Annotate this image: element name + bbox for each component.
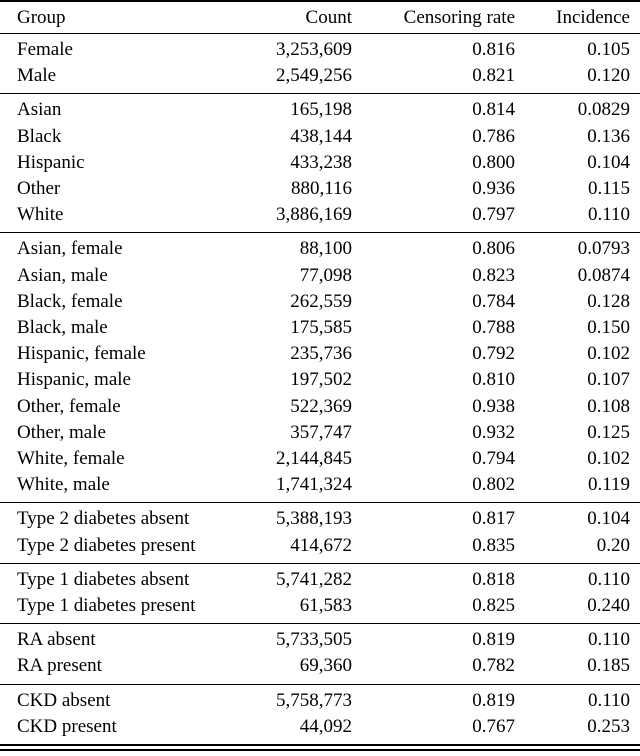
count-cell: 438,144 (290, 125, 352, 147)
group-cell: Type 2 diabetes present (17, 534, 196, 556)
censoring-rate-cell: 0.782 (472, 655, 515, 677)
table-row (0, 367, 640, 393)
table-row (0, 653, 640, 684)
censoring-rate-cell: 0.767 (472, 715, 515, 737)
incidence-cell: 0.110 (587, 629, 630, 651)
incidence-cell: 0.119 (587, 474, 630, 496)
count-cell: 3,886,169 (276, 204, 352, 226)
censoring-rate-cell: 0.819 (472, 629, 515, 651)
censoring-rate-cell: 0.792 (472, 343, 515, 365)
group-cell: Type 2 diabetes absent (17, 508, 190, 530)
column-header-group: Group (17, 6, 66, 28)
count-cell: 175,585 (290, 317, 352, 339)
incidence-cell: 0.253 (587, 715, 630, 737)
incidence-cell: 0.108 (587, 395, 630, 417)
censoring-rate-cell: 0.938 (472, 395, 515, 417)
censoring-rate-cell: 0.932 (472, 421, 515, 443)
count-cell: 414,672 (290, 534, 352, 556)
count-cell: 1,741,324 (276, 474, 352, 496)
group-cell: Other, female (17, 395, 121, 417)
count-cell: 2,144,845 (276, 448, 352, 470)
group-cell: RA absent (17, 629, 96, 651)
table-row (0, 714, 640, 745)
censoring-rate-cell: 0.797 (472, 204, 515, 226)
table-row (0, 263, 640, 289)
incidence-cell: 0.110 (587, 568, 630, 590)
table-row (0, 624, 640, 654)
censoring-rate-cell: 0.802 (472, 474, 515, 496)
incidence-cell: 0.104 (587, 151, 630, 173)
censoring-rate-cell: 0.810 (472, 369, 515, 391)
table-bottom-rule (0, 749, 640, 751)
group-cell: Asian (17, 99, 62, 121)
count-cell: 5,388,193 (276, 508, 352, 530)
incidence-cell: 0.125 (587, 421, 630, 443)
censoring-rate-cell: 0.818 (472, 568, 515, 590)
table-row (0, 394, 640, 420)
table-row (0, 289, 640, 315)
count-cell: 197,502 (290, 369, 352, 391)
censoring-rate-cell: 0.819 (472, 689, 515, 711)
incidence-cell: 0.150 (587, 317, 630, 339)
group-cell: Asian, male (17, 264, 108, 286)
incidence-cell: 0.20 (596, 534, 630, 556)
incidence-cell: 0.128 (587, 290, 630, 312)
group-cell: Hispanic, female (17, 343, 146, 365)
count-cell: 5,758,773 (276, 689, 352, 711)
group-cell: Asian, female (17, 238, 123, 260)
column-header-censoring-rate: Censoring rate (403, 6, 515, 28)
group-cell: Hispanic (17, 151, 85, 173)
table-section-6 (0, 624, 640, 684)
incidence-cell: 0.0829 (577, 99, 630, 121)
table-row (0, 420, 640, 446)
count-cell: 61,583 (299, 595, 352, 617)
table-row (0, 563, 640, 593)
group-cell: Type 1 diabetes absent (17, 568, 190, 590)
censoring-rate-cell: 0.794 (472, 448, 515, 470)
count-cell: 2,549,256 (276, 65, 352, 87)
table-row (0, 150, 640, 176)
group-cell: CKD absent (17, 689, 111, 711)
censoring-rate-cell: 0.816 (472, 39, 515, 60)
incidence-cell: 0.0874 (577, 264, 630, 286)
count-cell: 77,098 (299, 264, 352, 286)
table-row (0, 94, 640, 124)
censoring-rate-cell: 0.821 (472, 65, 515, 87)
group-cell: Black, male (17, 317, 108, 339)
table-row (0, 34, 640, 64)
count-cell: 3,253,609 (276, 39, 352, 60)
table-row (0, 684, 640, 714)
incidence-cell: 0.104 (587, 508, 630, 530)
table-row (0, 124, 640, 150)
censoring-rate-cell: 0.814 (472, 99, 515, 121)
table-row (0, 341, 640, 367)
count-cell: 44,092 (299, 715, 352, 737)
incidence-cell: 0.110 (587, 204, 630, 226)
incidence-cell: 0.102 (587, 448, 630, 470)
censoring-rate-cell: 0.788 (472, 317, 515, 339)
count-cell: 235,736 (290, 343, 352, 365)
table-section-2 (0, 94, 640, 233)
table-row (0, 533, 640, 564)
column-header-incidence: Incidence (556, 6, 630, 28)
incidence-cell: 0.185 (587, 655, 630, 677)
group-cell: Other (17, 178, 61, 200)
group-cell: White, male (17, 474, 110, 496)
group-cell: CKD present (17, 715, 117, 737)
count-cell: 88,100 (299, 238, 352, 260)
table-header (0, 1, 640, 34)
table-section-1 (0, 34, 640, 94)
group-cell: Black, female (17, 290, 123, 312)
incidence-cell: 0.115 (587, 178, 630, 200)
censoring-rate-cell: 0.936 (472, 178, 515, 200)
group-cell: Other, male (17, 421, 106, 443)
count-cell: 433,238 (290, 151, 352, 173)
table-row (0, 472, 640, 503)
count-cell: 5,733,505 (276, 629, 352, 651)
count-cell: 357,747 (290, 421, 352, 443)
group-cell: RA present (17, 655, 102, 677)
censoring-rate-cell: 0.784 (472, 290, 515, 312)
censoring-rate-cell: 0.800 (472, 151, 515, 173)
count-cell: 880,116 (290, 178, 352, 200)
count-cell: 522,369 (290, 395, 352, 417)
count-cell: 165,198 (290, 99, 352, 121)
table-section-4 (0, 503, 640, 563)
count-cell: 5,741,282 (276, 568, 352, 590)
table-row (0, 63, 640, 94)
incidence-cell: 0.120 (587, 65, 630, 87)
group-cell: Male (17, 65, 57, 87)
group-cell: White (17, 204, 64, 226)
incidence-cell: 0.0793 (577, 238, 630, 260)
group-cell: White, female (17, 448, 125, 470)
censoring-rate-cell: 0.835 (472, 534, 515, 556)
count-cell: 262,559 (290, 290, 352, 312)
censoring-rate-cell: 0.825 (472, 595, 515, 617)
incidence-cell: 0.107 (587, 369, 630, 391)
column-header-count: Count (305, 6, 352, 28)
incidence-cell: 0.102 (587, 343, 630, 365)
incidence-cell: 0.110 (587, 689, 630, 711)
censoring-rate-cell: 0.806 (472, 238, 515, 260)
table-section-3 (0, 233, 640, 503)
count-cell: 69,360 (299, 655, 352, 677)
incidence-cell: 0.136 (587, 125, 630, 147)
table-row (0, 593, 640, 624)
table-row (0, 503, 640, 533)
censoring-rate-cell: 0.817 (472, 508, 515, 530)
header-row (0, 1, 640, 34)
group-cell: Hispanic, male (17, 369, 131, 391)
group-cell: Type 1 diabetes present (17, 595, 196, 617)
incidence-cell: 0.105 (587, 39, 630, 60)
table-row (0, 176, 640, 202)
censoring-rate-cell: 0.823 (472, 264, 515, 286)
incidence-cell: 0.240 (587, 595, 630, 617)
group-cell: Black (17, 125, 62, 147)
table-row (0, 446, 640, 472)
censoring-rate-cell: 0.786 (472, 125, 515, 147)
table-row (0, 315, 640, 341)
table-section-5 (0, 563, 640, 623)
group-cell: Female (17, 39, 73, 60)
table-row (0, 233, 640, 263)
table-section-7 (0, 684, 640, 745)
table-row (0, 202, 640, 233)
